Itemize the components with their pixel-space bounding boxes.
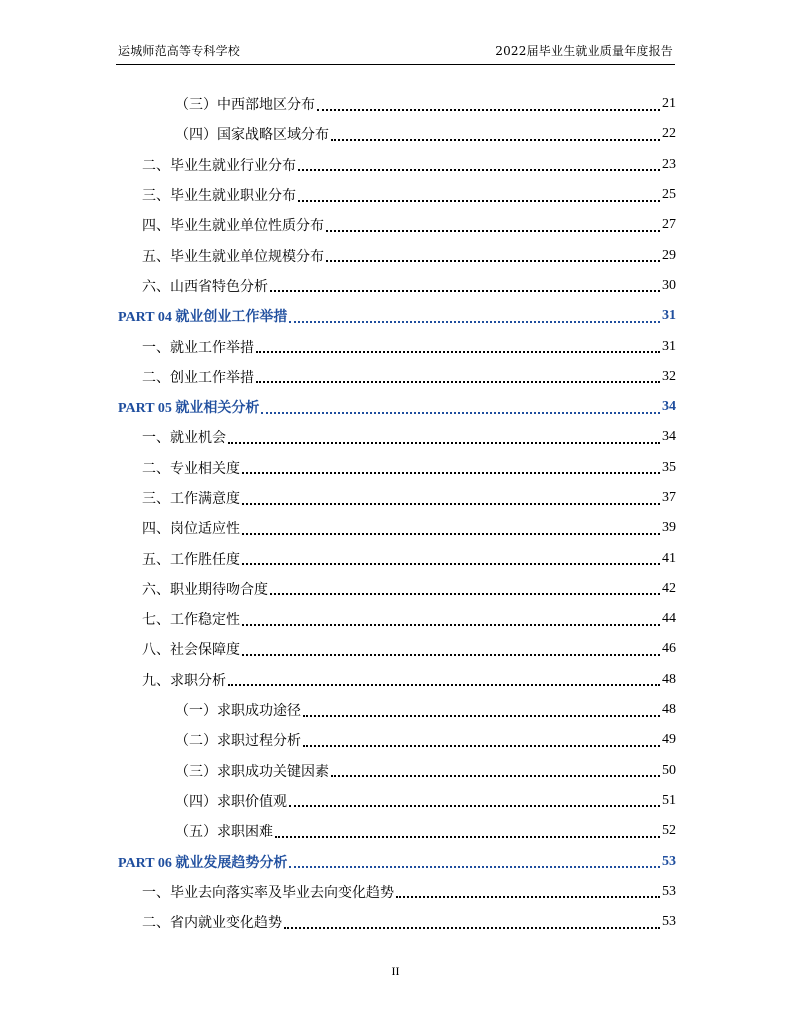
- toc-entry-page: 46: [662, 641, 676, 657]
- toc-entry-page: 44: [662, 611, 676, 627]
- toc-entry-label: 三、毕业生就业职业分布: [142, 188, 296, 205]
- toc-entry-page: 48: [662, 702, 676, 718]
- toc-dot-leader: [326, 229, 660, 232]
- toc-entry[interactable]: [118, 695, 676, 725]
- toc-entry[interactable]: [118, 453, 676, 483]
- toc-entry-page: 22: [662, 126, 676, 142]
- toc-entry-label: 一、毕业去向落实率及毕业去向变化趋势: [142, 884, 394, 901]
- toc-entry-page: 37: [662, 490, 676, 505]
- toc-dot-leader: [256, 350, 660, 353]
- toc-entry[interactable]: [118, 513, 676, 543]
- toc-entry-label: （一）求职成功途径: [175, 703, 301, 720]
- toc-entry-page: 31: [662, 308, 676, 324]
- toc-entry-page: 34: [662, 399, 676, 415]
- toc-entry-label: PART 04 就业创业工作举措: [118, 310, 288, 326]
- toc-entry-page: 53: [662, 914, 676, 930]
- toc-entry-label: PART 05 就业相关分析: [118, 401, 260, 417]
- toc-dot-leader: [242, 562, 660, 565]
- toc-dot-leader: [289, 865, 660, 868]
- toc-entry-label: 四、岗位适应性: [142, 521, 240, 538]
- toc-entry-page: 42: [662, 580, 676, 596]
- toc-entry-page: 49: [662, 732, 676, 748]
- toc-entry-page: 23: [662, 156, 676, 172]
- toc-dot-leader: [303, 744, 660, 747]
- toc-entry[interactable]: [118, 907, 676, 937]
- toc-entry[interactable]: [118, 725, 676, 755]
- toc-entry[interactable]: [118, 877, 676, 907]
- toc-entry-page: 27: [662, 217, 676, 233]
- toc-entry-label: 三、工作满意度: [142, 491, 240, 507]
- toc-entry-label: （四）求职价值观: [175, 793, 287, 810]
- header-divider: [116, 64, 675, 65]
- toc-entry[interactable]: [118, 422, 676, 452]
- toc-entry[interactable]: [118, 574, 676, 604]
- toc-dot-leader: [331, 774, 660, 777]
- toc-entry[interactable]: [118, 665, 676, 695]
- toc-part-heading[interactable]: [118, 846, 676, 876]
- toc-dot-leader: [270, 289, 660, 292]
- toc-entry-label: （二）求职过程分析: [175, 733, 301, 750]
- toc-dot-leader: [298, 168, 660, 171]
- toc-dot-leader: [298, 199, 660, 202]
- toc-dot-leader: [242, 502, 660, 505]
- toc-entry[interactable]: [118, 362, 676, 392]
- toc-dot-leader: [242, 471, 660, 474]
- toc-entry-label: （三）中西部地区分布: [175, 97, 315, 114]
- toc-entry-page: 35: [662, 459, 676, 475]
- toc-dot-leader: [242, 653, 660, 656]
- toc-entry[interactable]: [118, 271, 676, 301]
- toc-dot-leader: [228, 683, 660, 686]
- toc-dot-leader: [289, 320, 660, 323]
- toc-entry-label: 九、求职分析: [142, 672, 226, 689]
- page-number: II: [391, 964, 400, 978]
- toc-entry[interactable]: [118, 150, 676, 180]
- toc-dot-leader: [331, 138, 660, 141]
- toc-entry[interactable]: [118, 816, 676, 846]
- toc-entry[interactable]: [118, 89, 676, 119]
- toc-entry-label: 二、创业工作举措: [142, 369, 254, 386]
- toc-entry[interactable]: [118, 543, 676, 573]
- toc-entry-label: 五、工作胜任度: [142, 551, 240, 568]
- toc-dot-leader: [270, 592, 660, 595]
- toc-dot-leader: [326, 259, 660, 262]
- toc-dot-leader: [303, 714, 660, 717]
- toc-entry-page: 53: [662, 853, 676, 869]
- toc-entry-page: 53: [662, 883, 676, 899]
- toc-dot-leader: [261, 411, 660, 414]
- toc-entry[interactable]: [118, 180, 676, 210]
- toc-entry-label: （四）国家战略区域分布: [175, 127, 329, 144]
- header-school-name: 运城师范高等专科学校: [118, 44, 241, 58]
- toc-entry[interactable]: [118, 756, 676, 786]
- toc-entry-label: 五、毕业生就业单位规模分布: [142, 248, 324, 265]
- toc-entry-page: 29: [662, 247, 676, 263]
- toc-entry-label: （五）求职困难: [175, 824, 273, 841]
- toc-entry-label: 一、就业工作举措: [142, 339, 254, 356]
- toc-entry-label: PART 06 就业发展趋势分析: [118, 855, 288, 871]
- toc-entry[interactable]: [118, 240, 676, 270]
- table-of-contents: [118, 89, 676, 937]
- toc-dot-leader: [242, 623, 660, 626]
- toc-dot-leader: [228, 441, 660, 444]
- toc-dot-leader: [289, 804, 660, 807]
- toc-entry-page: 50: [662, 762, 676, 778]
- toc-entry-label: 八、社会保障度: [142, 642, 240, 659]
- toc-entry[interactable]: [118, 210, 676, 240]
- toc-entry-label: 四、毕业生就业单位性质分布: [142, 218, 324, 235]
- toc-entry-label: 二、专业相关度: [142, 460, 240, 477]
- toc-entry-page: 32: [662, 368, 676, 384]
- toc-entry[interactable]: [118, 483, 676, 513]
- toc-dot-leader: [275, 835, 660, 838]
- toc-dot-leader: [242, 532, 660, 535]
- toc-entry-label: 一、就业机会: [142, 430, 226, 447]
- toc-entry-label: 二、省内就业变化趋势: [142, 915, 282, 932]
- toc-entry-page: 48: [662, 671, 676, 687]
- toc-entry-page: 30: [662, 277, 676, 293]
- toc-part-heading[interactable]: [118, 392, 676, 422]
- toc-dot-leader: [256, 380, 660, 383]
- toc-entry-page: 21: [662, 96, 676, 112]
- header-report-title: 2022届毕业生就业质量年度报告: [495, 44, 673, 58]
- toc-entry[interactable]: [118, 331, 676, 361]
- toc-entry-page: 39: [662, 520, 676, 536]
- toc-entry-label: （三）求职成功关键因素: [175, 763, 329, 780]
- toc-entry[interactable]: [118, 604, 676, 634]
- toc-entry-page: 41: [662, 550, 676, 566]
- toc-entry-page: 51: [662, 792, 676, 808]
- toc-entry-label: 七、工作稳定性: [142, 612, 240, 629]
- toc-entry-page: 31: [662, 338, 676, 354]
- toc-entry-page: 52: [662, 823, 676, 839]
- toc-entry[interactable]: [118, 119, 676, 149]
- toc-dot-leader: [284, 926, 660, 929]
- toc-entry-label: 六、职业期待吻合度: [142, 581, 268, 598]
- toc-entry-label: 二、毕业生就业行业分布: [142, 157, 296, 174]
- toc-entry-page: 34: [662, 429, 676, 445]
- toc-entry[interactable]: [118, 634, 676, 664]
- toc-dot-leader: [317, 108, 660, 111]
- toc-entry-page: 25: [662, 187, 676, 203]
- toc-dot-leader: [396, 895, 660, 898]
- toc-entry[interactable]: [118, 786, 676, 816]
- toc-part-heading[interactable]: [118, 301, 676, 331]
- toc-entry-label: 六、山西省特色分析: [142, 278, 268, 295]
